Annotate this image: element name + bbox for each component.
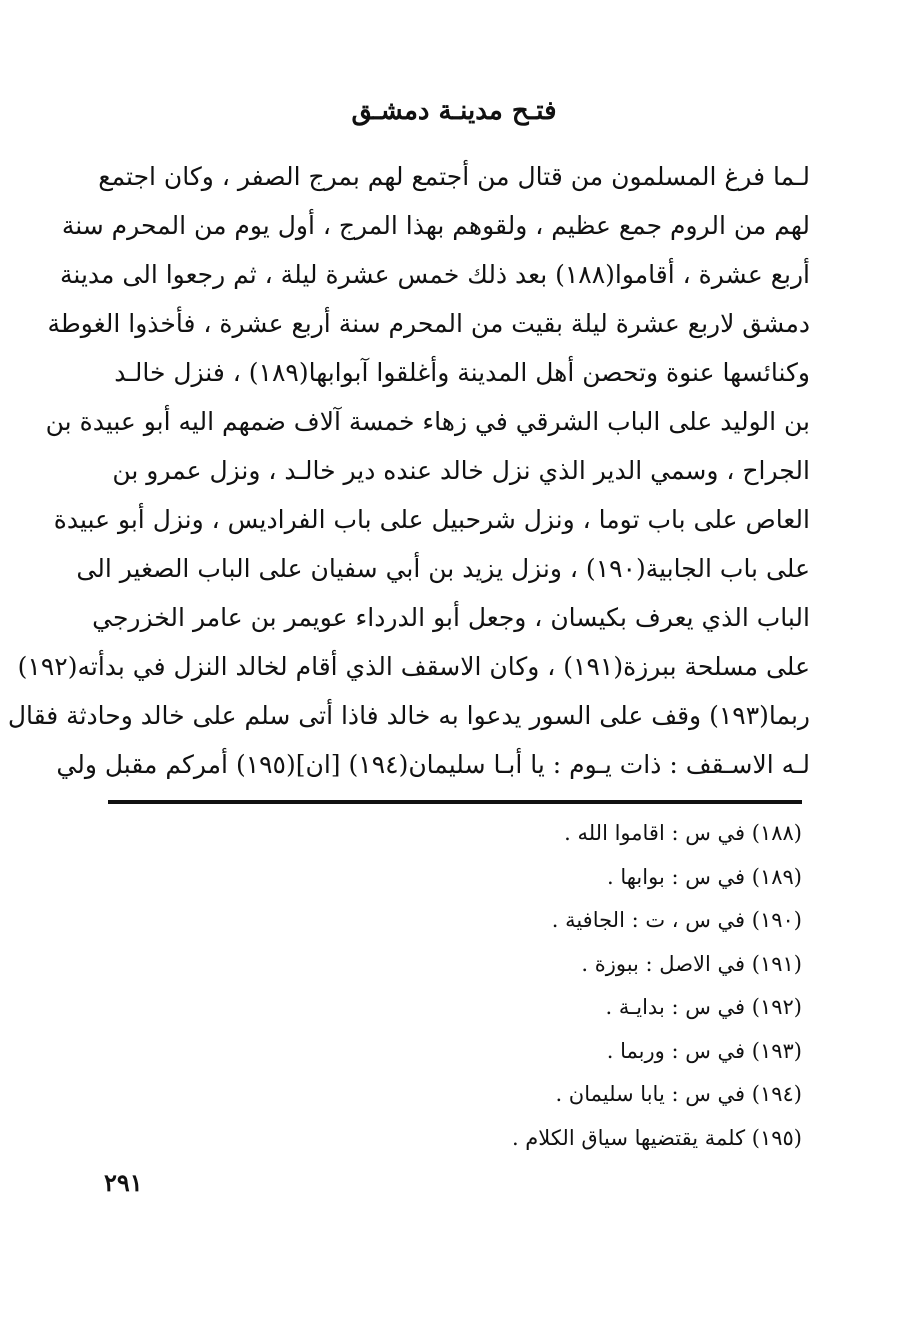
footnote: (١٨٩) في س : بوابها . — [607, 864, 802, 889]
text-line: لهم من الروم جمع عظيم ، ولقوهم بهذا المرج ، أول يوم من المحرم سنة — [61, 211, 810, 240]
footnote: (١٩٤) في س : يابا سليمان . — [555, 1082, 802, 1106]
text-line: العاص على باب توما ، ونزل شرحبيل على باب الفراديس ، ونزل أبو عبيدة — [53, 505, 810, 534]
footnote-divider — [108, 800, 802, 804]
footnote: (١٩٣) في س : وربما . — [606, 1038, 802, 1063]
text-line: الباب الذي يعرف بكيسان ، وجعل أبو الدرداء عويمر بن عامر الخزرجي — [92, 603, 810, 632]
footnote: (١٨٨) في س : اقاموا الله . — [564, 821, 802, 845]
page-number: ٢٩١ — [104, 1168, 143, 1197]
footnote: (١٩١) في الاصل : ببوزة . — [581, 951, 802, 976]
page-title: فتـح مدينـة دمشـق — [351, 96, 557, 126]
text-line: وكنائسها عنوة وتحصن أهل المدينة وأغلقوا آبوابها(١٨٩) ، فنزل خالـد — [114, 358, 810, 387]
text-line: بن الوليد على الباب الشرقي في زهاء خمسة آلاف ضمهم اليه أبو عبيدة بن — [45, 407, 810, 436]
text-line: لـه الاسـقف : ذات يـوم : يا أبـا سليمان(١٩٤) [ان](١٩٥) أمركم مقبل ولي — [56, 750, 810, 779]
footnotes — [100, 812, 802, 1160]
text-line: دمشق لاربع عشرة ليلة بقيت من المحرم سنة أربع عشرة ، فأخذوا الغوطة — [47, 309, 810, 338]
text-line: أربع عشرة ، أقاموا(١٨٨) بعد ذلك خمس عشرة ليلة ، ثم رجعوا الى مدينة — [60, 260, 810, 289]
text-line: ربما(١٩٣) وقف على السور يدعوا به خالد فاذا أتى سلم على خالد وحادثة فقال — [7, 701, 810, 730]
text-line: على مسلحة ببرزة(١٩١) ، وكان الاسقف الذي أقام لخالد النزل في بدأته(١٩٢) — [17, 652, 810, 681]
body-text — [7, 152, 810, 789]
text-line: لـما فرغ المسلمون من قتال من أجتمع لهم بمرج الصفر ، وكان اجتمع — [98, 162, 810, 191]
footnote: (١٩٠) في س ، ت : الجافية . — [551, 908, 802, 932]
text-line: الجراح ، وسمي الدير الذي نزل خالد عنده دير خالـد ، ونزل عمرو بن — [112, 456, 810, 485]
text-line: على باب الجابية(١٩٠) ، ونزل يزيد بن أبي سفيان على الباب الصغير الى — [76, 554, 810, 583]
footnote: (١٩٢) في س : بدايـة . — [605, 995, 802, 1019]
footnote: (١٩٥) كلمة يقتضيها سياق الكلام . — [511, 1125, 802, 1150]
